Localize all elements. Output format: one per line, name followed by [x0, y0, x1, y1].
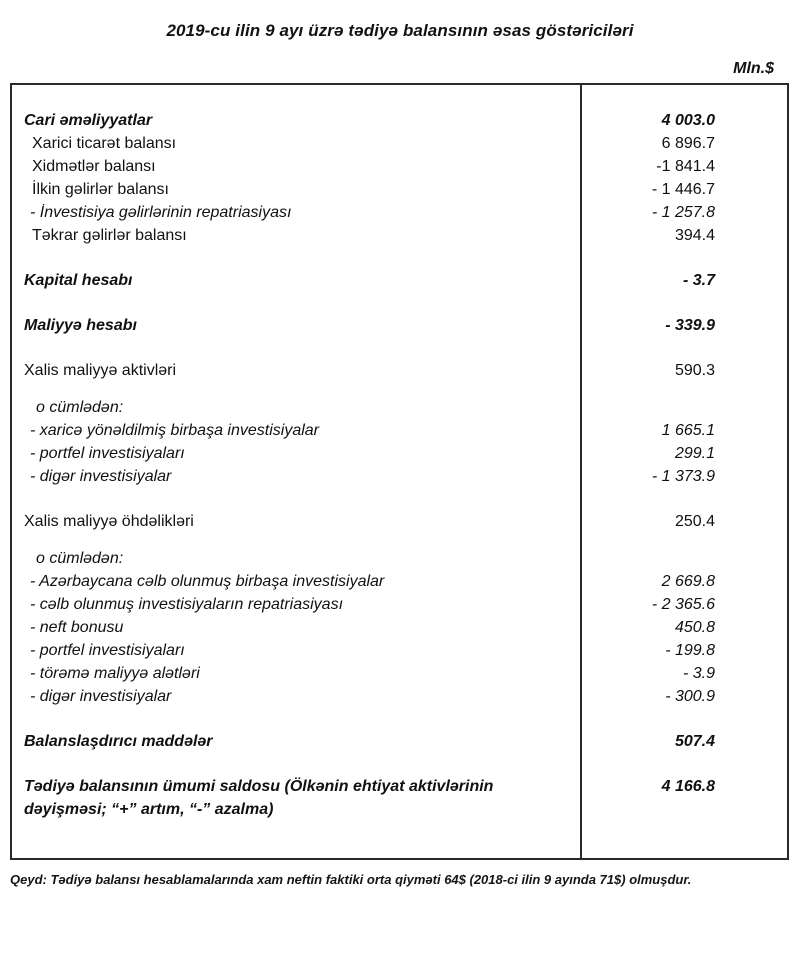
row-label: - cəlb olunmuş investisiyaların repatriasiyası — [30, 596, 344, 613]
row-value: 4 166.8 — [661, 778, 715, 795]
row-label: Balanslaşdırıcı maddələr — [24, 733, 213, 750]
row-label: Xalis maliyyə öhdəlikləri — [24, 513, 194, 530]
row-value: 1 665.1 — [661, 422, 715, 439]
table-row-portfel-investisiyalari-ohde — [12, 639, 787, 662]
row-label: Kapital hesabı — [24, 272, 133, 289]
row-value: 2 669.8 — [661, 573, 715, 590]
row-label: Cari əməliyyatlar — [24, 112, 153, 129]
row-value: - 1 373.9 — [651, 468, 715, 485]
row-value: 450.8 — [674, 619, 715, 636]
row-label: Tədiyə balansının ümumi saldosu (Ölkənin ehtiyat aktivlərinin dəyişməsi; “+” artım, “-” azalma) — [24, 778, 494, 818]
row-label: Təkrar gəlirlər balansı — [32, 227, 187, 244]
table-row-diger-investisiyalar-aktiv — [12, 465, 787, 488]
row-label: - Azərbaycana cəlb olunmuş birbaşa investisiyalar — [30, 573, 385, 590]
table-row-umumi-saldo — [12, 775, 787, 821]
row-label: - digər investisiyalar — [30, 688, 172, 705]
document-page — [0, 21, 800, 953]
row-value: 250.4 — [674, 513, 715, 530]
row-label: - portfel investisiyaları — [30, 642, 185, 659]
table-row-xarici-ticaret — [12, 132, 787, 155]
table-row-balanslasdirici-maddeler — [12, 730, 787, 753]
table-row-azerbaycana-investisiyalar — [12, 570, 787, 593]
row-value: -1 841.4 — [656, 158, 715, 175]
table-row-xalis-aktivler — [12, 359, 787, 382]
balance-of-payments-table — [10, 83, 789, 860]
column-divider — [580, 85, 582, 858]
row-label: Xarici ticarət balansı — [32, 135, 177, 152]
row-value: - 2 365.6 — [651, 596, 715, 613]
unit-label: Mln.$ — [733, 60, 774, 77]
row-label: - digər investisiyalar — [30, 468, 172, 485]
row-label: - İnvestisiya gəlirlərinin repatriasiyası — [30, 204, 292, 221]
row-value: - 300.9 — [665, 688, 715, 705]
footnote: Qeyd: Tədiyə balansı hesablamalarında xam neftin faktiki orta qiyməti 64$ (2018-ci ilin 9 ayında 71$) olmuşdur. — [10, 872, 692, 887]
row-label: - portfel investisiyaları — [30, 445, 185, 462]
table-row-o-cumleden-aktivler — [12, 396, 787, 419]
row-value: 6 896.7 — [661, 135, 715, 152]
row-value: - 199.8 — [665, 642, 715, 659]
table-row-maliyye-hesabi — [12, 314, 787, 337]
row-value: - 1 257.8 — [651, 204, 715, 221]
row-label: - xaricə yönəldilmiş birbaşa investisiyalar — [30, 422, 319, 439]
row-value: - 3.7 — [682, 272, 715, 289]
table-row-investisiya-repatriasiyasi — [12, 201, 787, 224]
row-value: - 3.9 — [682, 665, 715, 682]
table-row-xalis-ohdelikler — [12, 510, 787, 533]
table-row-ilkin-gelirler — [12, 178, 787, 201]
row-value: - 1 446.7 — [651, 181, 715, 198]
table-row-xarice-birbasa-investisiyalar — [12, 419, 787, 442]
row-label: - neft bonusu — [30, 619, 124, 636]
table-row-portfel-investisiyalari-aktiv — [12, 442, 787, 465]
table-row-diger-investisiyalar-ohde — [12, 685, 787, 708]
row-label: İlkin gəlirlər balansı — [32, 181, 169, 198]
table-row-tekrar-gelirler — [12, 224, 787, 247]
table-row-neft-bonusu — [12, 616, 787, 639]
row-label: o cümlədən: — [36, 399, 124, 416]
row-label: Xalis maliyyə aktivləri — [24, 362, 177, 379]
row-value: 4 003.0 — [661, 112, 715, 129]
table-row-toreme-maliyye-aletleri — [12, 662, 787, 685]
row-label: - törəmə maliyyə alətləri — [30, 665, 200, 682]
table-row-o-cumleden-ohdelikler — [12, 547, 787, 570]
row-value: 394.4 — [674, 227, 715, 244]
table-row-kapital-hesabi — [12, 269, 787, 292]
table-row-cari-emeliyyatlar — [12, 109, 787, 132]
table-row-xidmetler — [12, 155, 787, 178]
table-row-celb-olunmus-repatriasiyasi — [12, 593, 787, 616]
row-value: 507.4 — [674, 733, 715, 750]
row-value: 299.1 — [674, 445, 715, 462]
row-value: - 339.9 — [665, 317, 715, 334]
row-label: o cümlədən: — [36, 550, 124, 567]
row-value: 590.3 — [674, 362, 715, 379]
page-title: 2019-cu ilin 9 ayı üzrə tədiyə balansının əsas göstəriciləri — [166, 21, 634, 40]
row-label: Maliyyə hesabı — [24, 317, 137, 334]
row-label: Xidmətlər balansı — [32, 158, 156, 175]
